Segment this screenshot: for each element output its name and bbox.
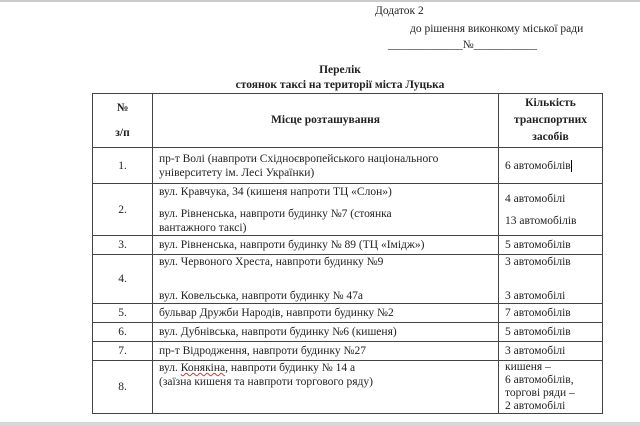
document-title: Перелік xyxy=(319,64,361,76)
row-number: 1. xyxy=(93,148,153,184)
row-count: 3 автомобілі xyxy=(499,342,603,361)
header-number-abbrev: з/п xyxy=(115,126,130,139)
row-number: 4. xyxy=(93,255,153,304)
decision-reference: до рішення виконкому міської ради xyxy=(410,23,584,35)
spellcheck-word: Конякіна xyxy=(180,362,226,374)
count-value: 2 автомобілі xyxy=(505,400,566,412)
count-value: кишеня – xyxy=(505,361,551,373)
place-text: вул. xyxy=(159,362,181,374)
header-count xyxy=(499,94,603,148)
place-line: університету ім. Лесі Українки) xyxy=(159,166,315,179)
table-row xyxy=(93,361,603,414)
place-line: вул. Кравчука, 34 (кишеня напроти ТЦ «Слон») xyxy=(159,185,392,198)
header-count-line: засобів xyxy=(532,131,569,143)
row-count xyxy=(499,148,603,184)
taxi-stands-table xyxy=(92,93,603,414)
header-number xyxy=(93,94,153,148)
row-count xyxy=(499,361,603,414)
appendix-label: Додаток 2 xyxy=(375,5,424,17)
row-place xyxy=(153,148,499,184)
table-row xyxy=(93,148,603,184)
count-value: 3 автомобілів xyxy=(505,256,571,268)
document-subtitle: стоянок таксі на території міста Луцька xyxy=(235,79,445,91)
place-line: вул. Рівненська, навпроти будинку №7 (стоянка xyxy=(159,207,392,220)
table-row xyxy=(93,255,603,304)
row-count: 5 автомобілів xyxy=(499,236,603,255)
row-count xyxy=(499,184,603,236)
header-place: Місце розташування xyxy=(153,94,499,148)
count-value: торгові ряди – xyxy=(505,387,575,399)
table-row xyxy=(93,184,603,236)
count-value: 13 автомобілів xyxy=(505,214,577,227)
count-value: 4 автомобілі xyxy=(505,192,566,205)
row-number: 2. xyxy=(93,184,153,236)
header-count-line: транспортних xyxy=(514,114,587,126)
row-place xyxy=(153,255,499,304)
row-count: 5 автомобілів xyxy=(499,323,603,342)
table-row xyxy=(93,236,603,255)
header-number-sign: № xyxy=(116,101,129,114)
place-line xyxy=(159,361,492,375)
text-cursor xyxy=(571,160,572,172)
row-count xyxy=(499,255,603,304)
table-row xyxy=(93,304,603,323)
row-number: 5. xyxy=(93,304,153,323)
row-place: вул. Рівненська, навпроти будинку № 89 (ТЦ «Імідж») xyxy=(153,236,499,255)
count-value: 3 автомобілі xyxy=(505,290,566,302)
place-line: (заїзна кишеня та навпроти торгового ряду) xyxy=(159,376,373,388)
decision-number-line: _____________№___________ xyxy=(388,39,537,51)
table-row xyxy=(93,342,603,361)
row-number: 7. xyxy=(93,342,153,361)
row-count: 7 автомобілів xyxy=(499,304,603,323)
row-number: 8. xyxy=(93,361,153,414)
count-value: 6 автомобілів xyxy=(505,159,571,172)
window-bottom-edge xyxy=(0,422,640,426)
row-place: бульвар Дружби Народів, навпроти будинку №2 xyxy=(153,304,499,323)
row-place xyxy=(153,361,499,414)
place-line: вул. Ковельська, навпроти будинку № 47а xyxy=(159,290,364,302)
count-value: 6 автомобілів, xyxy=(505,374,574,386)
row-place: пр-т Відродження, навпроти будинку №27 xyxy=(153,342,499,361)
place-line: вул. Червоного Хреста, навпроти будинку №9 xyxy=(159,256,384,268)
row-place: вул. Дубнівська, навпроти будинку №6 (кишеня) xyxy=(153,323,499,342)
place-line: вантажного таксі) xyxy=(159,221,247,234)
row-number: 6. xyxy=(93,323,153,342)
place-text: , навпроти будинку № 14 а xyxy=(225,362,356,374)
place-line: пр-т Волі (навпроти Східноєвропейського національного xyxy=(159,152,439,165)
row-place xyxy=(153,184,499,236)
window-top-edge xyxy=(0,0,640,2)
table-header-row xyxy=(93,94,603,148)
table-row xyxy=(93,323,603,342)
header-count-line: Кількість xyxy=(525,97,576,109)
row-number: 3. xyxy=(93,236,153,255)
